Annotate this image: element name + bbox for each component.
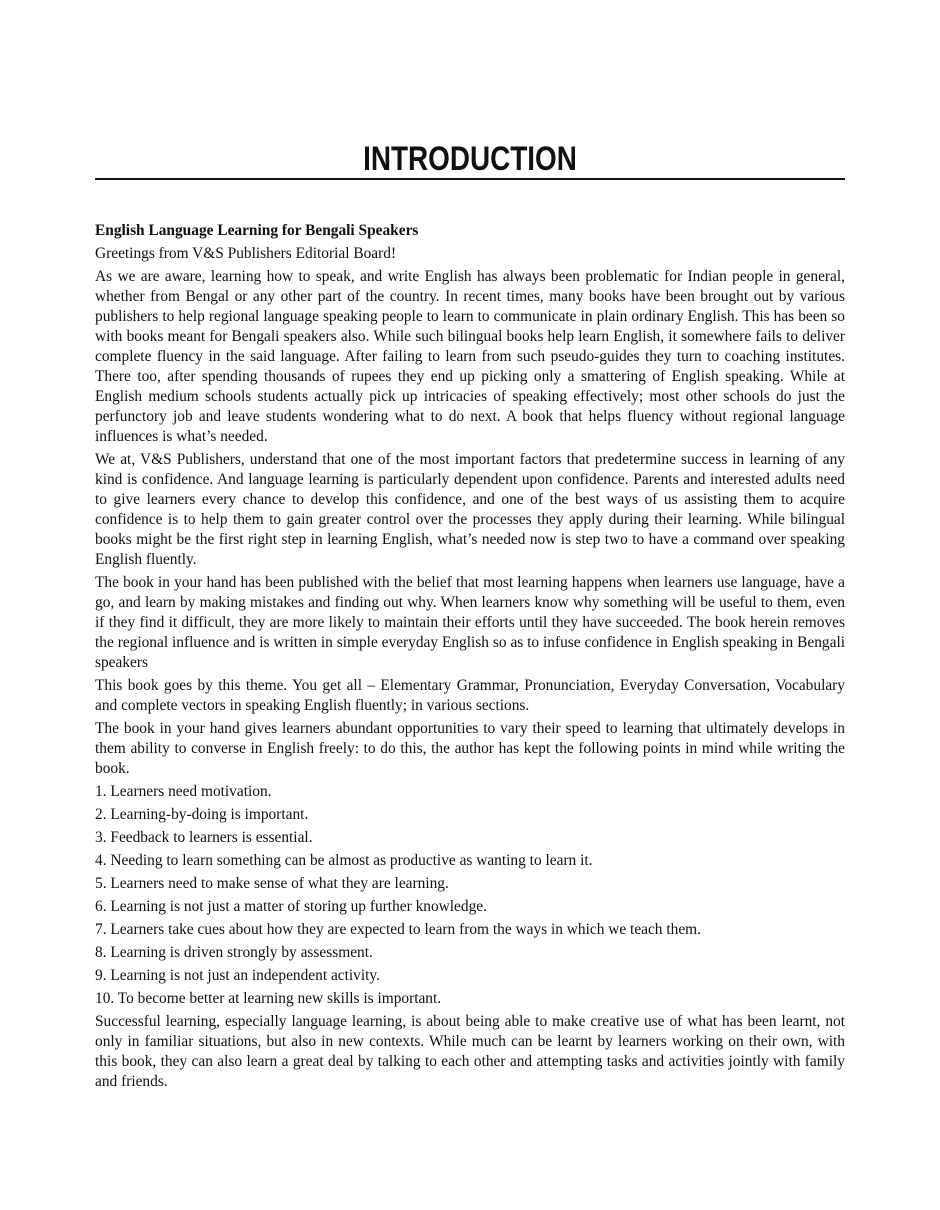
list-item: 4. Needing to learn something can be almost as productive as wanting to learn it. xyxy=(95,852,593,869)
document-body xyxy=(95,221,845,1095)
greeting-line: Greetings from V&S Publishers Editorial Board! xyxy=(95,245,397,262)
list-item: 7. Learners take cues about how they are expected to learn from the ways in which we teach them. xyxy=(95,921,701,938)
closing-paragraph: Successful learning, especially language learning, is about being able to make creative use of what has been learnt, not only in familiar situations, but also in new contexts. While much can be learnt by learners working on their own, with this book, they can also learn a great deal by talking to each other and attempting tasks and activities jointly with family and friends. xyxy=(95,1013,845,1090)
list-item: 5. Learners need to make sense of what they are learning. xyxy=(95,875,449,892)
list-item: 1. Learners need motivation. xyxy=(95,783,272,800)
paragraph: As we are aware, learning how to speak, and write English has always been problematic for Indian people in general, whether from Bengal or any other part of the country. In recent times, many books have been brought out by various publishers to help regional language speaking people to learn to communicate in plain ordinary English. This has been so with books meant for Bengali speakers also. While such bilingual books help learn English, it somewhere fails to deliver complete fluency in the said language. After failing to learn from such pseudo-guides they turn to coaching institutes. There too, after spending thousands of rupees they end up picking only a smattering of English speaking. While at English medium schools students actually pick up intricacies of speaking effectively; most other schools do just the perfunctory job and leave students wondering what to do next. A book that helps fluency without regional language influences is what’s needed. xyxy=(95,268,845,445)
list-item: 3. Feedback to learners is essential. xyxy=(95,829,313,846)
section-heading: English Language Learning for Bengali Speakers xyxy=(95,222,419,239)
list-item: 6. Learning is not just a matter of storing up further knowledge. xyxy=(95,898,487,915)
paragraph: The book in your hand gives learners abundant opportunities to vary their speed to learning that ultimately develops in them ability to converse in English freely: to do this, the author has kept the following points in mind while writing the book. xyxy=(95,720,845,777)
page-title: INTRODUCTION xyxy=(363,140,577,178)
list-item: 9. Learning is not just an independent activity. xyxy=(95,967,380,984)
list-item: 10. To become better at learning new skills is important. xyxy=(95,990,442,1007)
paragraph: The book in your hand has been published with the belief that most learning happens when learners use language, have a go, and learn by making mistakes and finding out why. When learners know why something will be useful to them, even if they find it difficult, they are more likely to maintain their efforts until they have succeeded. The book herein removes the regional influence and is written in simple everyday English so as to infuse confidence in English speaking in Bengali speakers xyxy=(95,574,845,671)
list-item: 2. Learning-by-doing is important. xyxy=(95,806,309,823)
points-list xyxy=(95,782,845,1009)
paragraph: We at, V&S Publishers, understand that one of the most important factors that predetermine success in learning of any kind is confidence. And language learning is particularly dependent upon confidence. Parents and interested adults need to give learners every chance to develop this confidence, and one of the best ways of us assisting them to acquire confidence is to help them to gain greater control over the processes they apply during their learning. While bilingual books might be the first right step in learning English, what’s needed now is step two to have a command over speaking English fluently. xyxy=(95,451,845,568)
list-item: 8. Learning is driven strongly by assessment. xyxy=(95,944,373,961)
paragraph: This book goes by this theme. You get all – Elementary Grammar, Pronunciation, Everyday Conversation, Vocabulary and complete vectors in speaking English fluently; in various sections. xyxy=(95,677,845,714)
title-underline-divider xyxy=(95,178,845,180)
